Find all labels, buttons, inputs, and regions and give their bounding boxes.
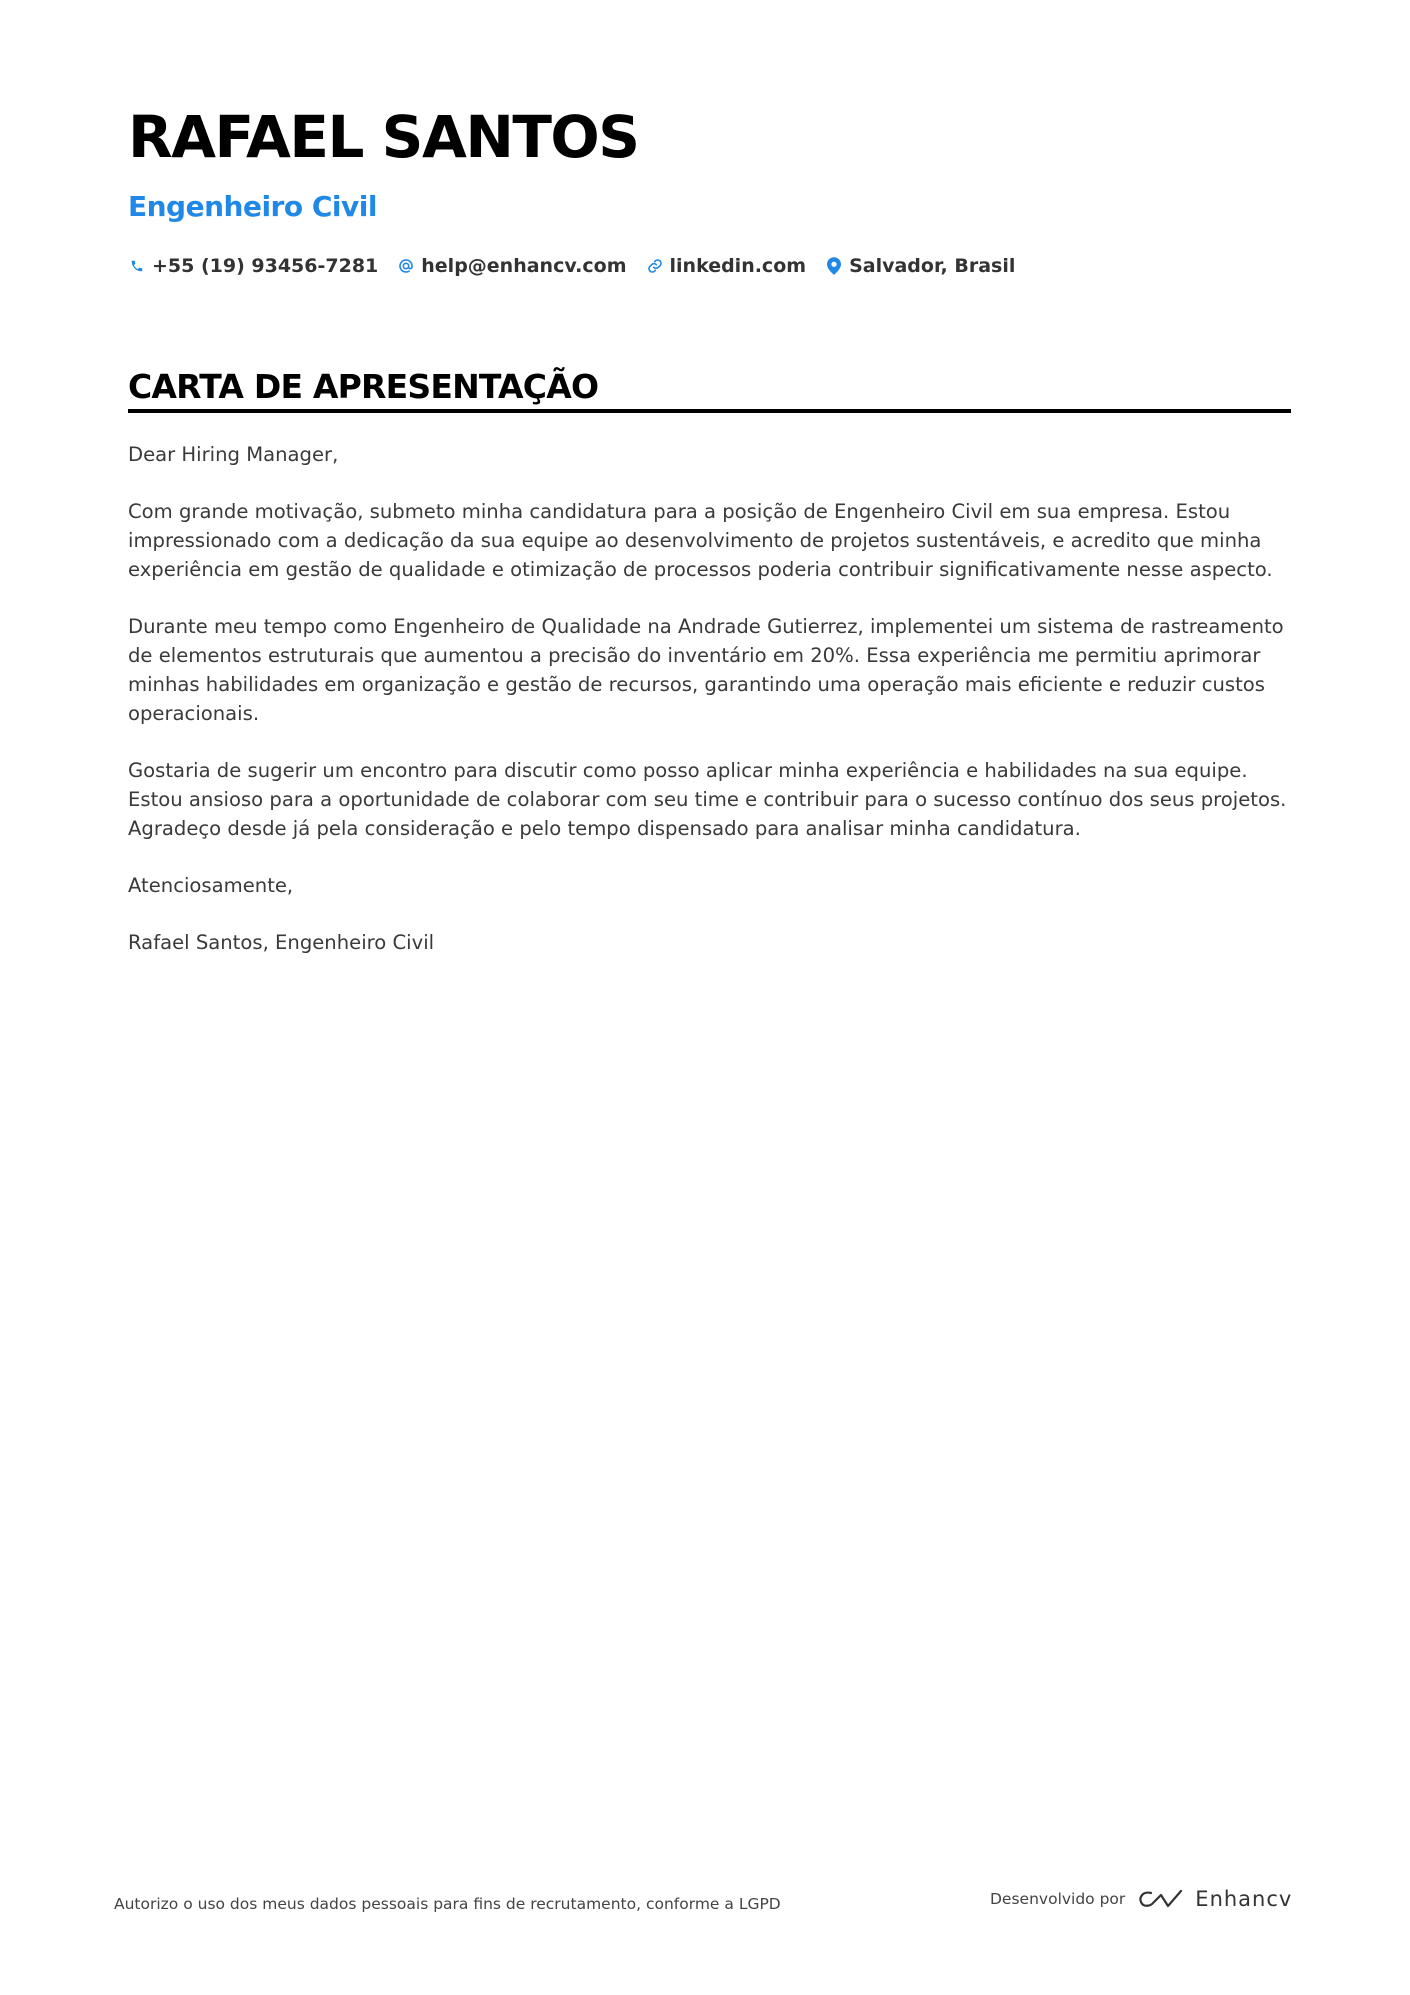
location-pin-icon <box>825 255 843 277</box>
letter-body <box>128 440 1298 985</box>
section-title: CARTA DE APRESENTAÇÃO <box>128 367 599 406</box>
letter-greeting: Dear Hiring Manager, <box>128 443 339 466</box>
contact-bar <box>128 255 1034 277</box>
contact-location-text: Salvador, Brasil <box>849 255 1016 277</box>
letter-closing: Atenciosamente, <box>128 874 294 897</box>
powered-by-label: Desenvolvido por <box>990 1890 1126 1908</box>
letter-paragraph: Gostaria de sugerir um encontro para discutir como posso aplicar minha experiência e habilidades na sua equipe. Estou ansioso para a oportunidade de colaborar com seu time e contribuir para o sucesso contínuo dos seus projetos. Agradeço desde já pela consideração e pelo tempo dispensado para analisar minha candidatura. <box>128 759 1287 840</box>
enhancv-logo-icon <box>1137 1887 1185 1911</box>
letter-paragraph: Durante meu tempo como Engenheiro de Qualidade na Andrade Gutierrez, implementei um sistema de rastreamento de elementos estruturais que aumentou a precisão do inventário em 20%. Essa experiência me permitiu aprimorar minhas habilidades em organização e gestão de recursos, garantindo uma operação mais eficiente e reduzir custos operacionais. <box>128 615 1284 725</box>
letter-paragraph: Com grande motivação, submeto minha candidatura para a posição de Engenheiro Civil em sua empresa. Estou impressionado com a dedicação da sua equipe ao desenvolvimento de projetos sustentáveis, e acredito que minha experiência em gestão de qualidade e otimização de processos poderia contribuir significativamente nesse aspecto. <box>128 500 1273 581</box>
footer-consent: Autorizo o uso dos meus dados pessoais para fins de recrutamento, conforme a LGPD <box>114 1895 781 1913</box>
candidate-name: RAFAEL SANTOS <box>128 103 639 171</box>
contact-phone[interactable] <box>128 255 378 277</box>
brand-name: Enhancv <box>1195 1887 1293 1911</box>
contact-location <box>825 255 1015 277</box>
at-icon <box>397 255 415 277</box>
contact-email-text: help@enhancv.com <box>421 255 627 277</box>
letter-signature: Rafael Santos, Engenheiro Civil <box>128 931 435 954</box>
candidate-title: Engenheiro Civil <box>128 190 377 223</box>
contact-linkedin-text: linkedin.com <box>669 255 807 277</box>
contact-phone-text: +55 (19) 93456-7281 <box>152 255 379 277</box>
link-icon <box>646 255 664 277</box>
phone-icon <box>128 255 146 277</box>
contact-email[interactable] <box>397 255 626 277</box>
footer-brand[interactable] <box>990 1887 1292 1911</box>
section-divider <box>128 409 1291 413</box>
contact-linkedin[interactable] <box>646 255 807 277</box>
